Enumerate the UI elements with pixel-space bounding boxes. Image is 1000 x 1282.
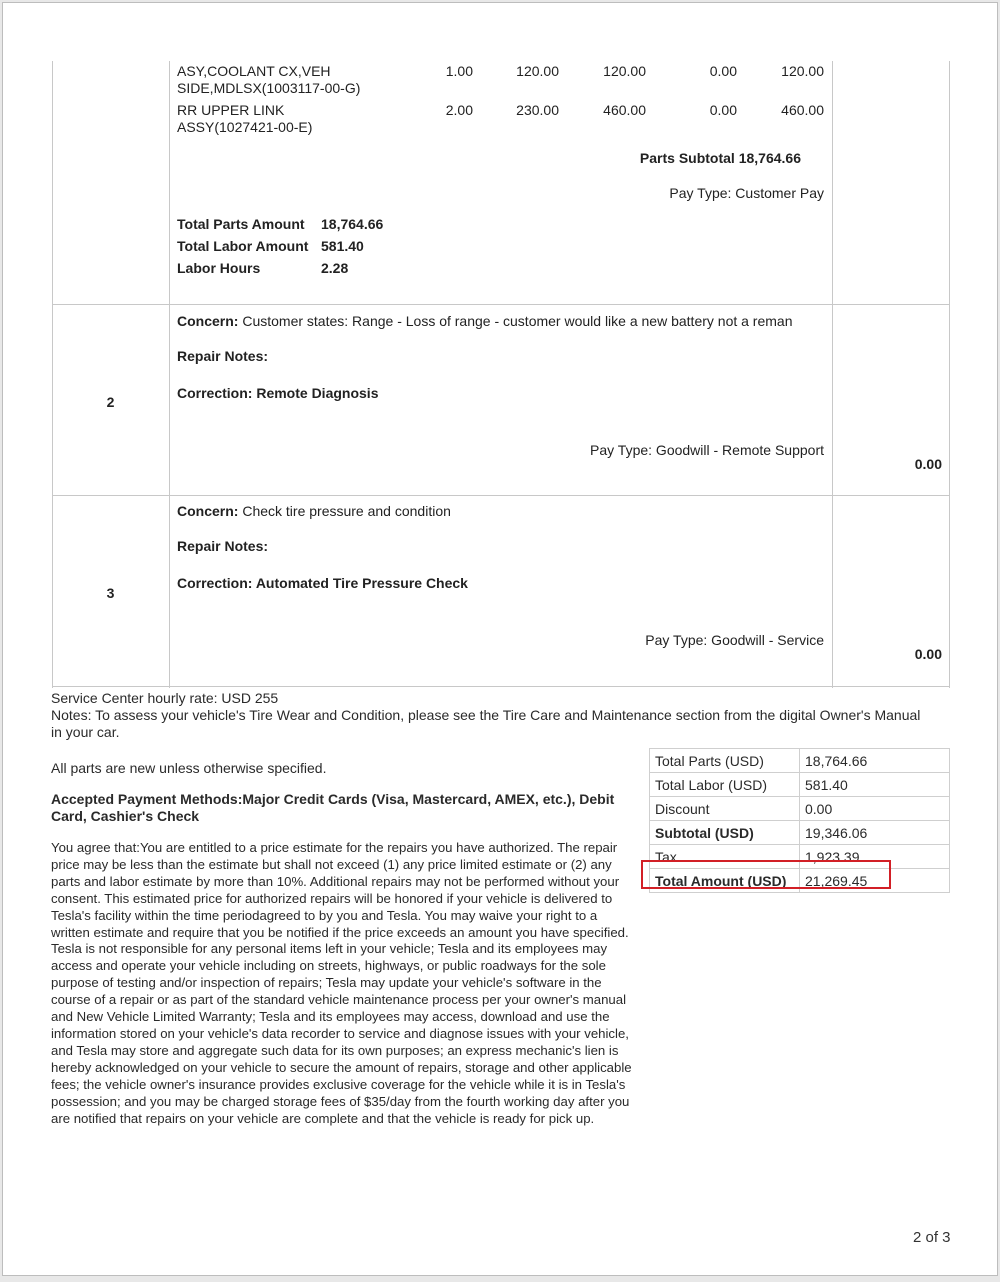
- part-discount: 0.00: [709, 63, 737, 79]
- summary-value: 2.28: [321, 260, 349, 276]
- summary-label: Labor Hours: [177, 260, 261, 276]
- totals-label: Total Labor (USD): [650, 773, 800, 797]
- job-number: 3: [106, 585, 115, 601]
- total-amount-highlight: [641, 860, 891, 889]
- part-ext: 120.00: [603, 63, 646, 79]
- part-qty: 1.00: [445, 63, 473, 79]
- part-desc: RR UPPER LINK ASSY(1027421-00-E): [177, 102, 313, 135]
- job-repair-notes: Repair Notes:: [177, 538, 269, 554]
- part-qty: 2.00: [445, 102, 473, 118]
- parts-new-note: All parts are new unless otherwise specified.: [51, 760, 327, 776]
- summary-label: Total Parts Amount: [177, 216, 305, 232]
- job-pay-type: Pay Type: Goodwill - Service: [645, 632, 824, 648]
- totals-row: [650, 821, 950, 845]
- job-repair-notes: Repair Notes:: [177, 348, 269, 364]
- table-col-divider-1: [169, 61, 170, 688]
- totals-value: 1,923.39: [800, 845, 950, 869]
- parts-subtotal: Parts Subtotal 18,764.66: [639, 150, 801, 166]
- totals-value: 0.00: [800, 797, 950, 821]
- totals-label: Tax: [650, 845, 800, 869]
- part-price: 120.00: [516, 63, 559, 79]
- job-amount: 0.00: [914, 456, 942, 472]
- table-border-right: [949, 61, 950, 688]
- payment-methods: Accepted Payment Methods:Major Credit Cards (Visa, Mastercard, AMEX, etc.), Debit Card, Cashier's Check: [51, 791, 615, 824]
- job-pay-type: Pay Type: Goodwill - Remote Support: [590, 442, 824, 458]
- row-divider-2: [52, 495, 950, 496]
- totals-value: 21,269.45: [800, 869, 950, 893]
- totals-row: [650, 749, 950, 773]
- job-number: 2: [106, 394, 115, 410]
- part-price: 230.00: [516, 102, 559, 118]
- totals-value: 18,764.66: [800, 749, 950, 773]
- part-ext: 460.00: [603, 102, 646, 118]
- row-divider-1: [52, 304, 950, 305]
- totals-value: 581.40: [800, 773, 950, 797]
- part-desc: ASY,COOLANT CX,VEH SIDE,MDLSX(1003117-00-G): [177, 63, 361, 96]
- part-discount: 0.00: [709, 102, 737, 118]
- table-col-divider-2: [832, 61, 833, 688]
- summary-label: Total Labor Amount: [177, 238, 309, 254]
- pay-type: Pay Type: Customer Pay: [669, 185, 824, 201]
- job-concern: Concern: Check tire pressure and condition: [177, 503, 451, 519]
- hourly-rate: Service Center hourly rate: USD 255: [51, 690, 279, 706]
- job-concern: Concern: Customer states: Range - Loss of range - customer would like a new battery not a reman: [177, 313, 793, 329]
- invoice-page: [2, 2, 998, 1276]
- part-total: 120.00: [781, 63, 824, 79]
- totals-label: Total Parts (USD): [650, 749, 800, 773]
- summary-value: 581.40: [321, 238, 364, 254]
- totals-row: [650, 797, 950, 821]
- agreement-text: You agree that:You are entitled to a price estimate for the repairs you have authorized. The repair price may be less than the estimate but shall not exceed (1) any price limited estimate or (2) any parts and labor estimate by more than 10%. Additional repairs may not be performed without your consent. This estimated price for authorized repairs will be honored if your vehicle is delivered to Tesla's facility within the time periodagreed to by you and Tesla. You may waive your right to a written estimate and require that you be notified if the price exceeds an amount you have specified. Tesla is not responsible for any personal items left in your vehicle; Tesla and its employees may access and operate your vehicle including on streets, highways, or public roadways for the sole purpose of testing and/or inspection of repairs; Tesla may update your vehicle's software in the course of a repair or as part of the standard vehicle maintenance process per your owner's manual and New Vehicle Limited Warranty; Tesla and its employees may access, download and use the information stored on your vehicle's data recorder to service and diagnose issues with your vehicle, and Tesla may store and aggregate such data for its own purposes; an express mechanic's lien is hereby acknowledged on your vehicle to secure the amount of repairs, storage and other applicable fees; the vehicle owner's insurance provides exclusive coverage for the vehicle while it is in Tesla's possession; and you may be charged storage fees of $35/day from the fourth working day after you are notified that repairs on your vehicle are complete and that the vehicle is ready for pick up.: [51, 840, 632, 1126]
- notes: Notes: To assess your vehicle's Tire Wear and Condition, please see the Tire Care and Maintenance section from the digital Owner's Manual in your car.: [51, 707, 921, 740]
- totals-label: Subtotal (USD): [650, 821, 800, 845]
- part-total: 460.00: [781, 102, 824, 118]
- totals-label: Discount: [650, 797, 800, 821]
- summary-value: 18,764.66: [321, 216, 384, 232]
- row-divider-3: [52, 686, 950, 687]
- job-correction: Correction: Remote Diagnosis: [177, 385, 379, 401]
- totals-value: 19,346.06: [800, 821, 950, 845]
- job-correction: Correction: Automated Tire Pressure Check: [177, 575, 468, 591]
- job-amount: 0.00: [914, 646, 942, 662]
- totals-label: Total Amount (USD): [650, 869, 800, 893]
- totals-row: [650, 773, 950, 797]
- page-number: 2 of 3: [913, 1229, 951, 1246]
